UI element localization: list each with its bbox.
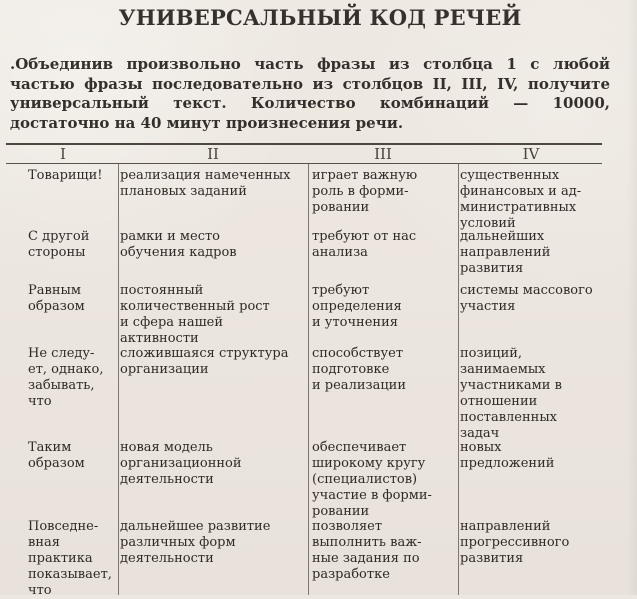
row-3-col-3: требуют определения и уточнения: [312, 283, 402, 330]
page-edge-shadow: [627, 0, 637, 595]
row-4-col-1: Не следу- ет, однако, забывать, что: [28, 346, 104, 409]
column-divider-3: [458, 164, 459, 595]
row-1-col-2: реализация намеченных плановых заданий: [120, 168, 291, 199]
row-4-col-4: позиций, занимаемых участниками в отношении поставленных задач: [460, 346, 562, 441]
document-title: УНИВЕРСАЛЬНЫЙ КОД РЕЧЕЙ: [118, 5, 522, 30]
row-1-col-4: существенных финансовых и ад- министративных условий: [460, 168, 582, 231]
column-header-iv: IV: [522, 145, 540, 163]
row-3-col-1: Равным образом: [28, 283, 85, 314]
row-3-col-2: постоянный количественный рост и сфера нашей активности: [120, 283, 270, 346]
row-4-col-3: способствует подготовке и реализации: [312, 346, 407, 393]
row-6-col-4: направлений прогрессивного развития: [460, 519, 570, 566]
row-2-col-4: дальнейших направлений развития: [460, 229, 551, 276]
column-header-i: I: [60, 145, 66, 163]
row-6-col-2: дальнейшее развитие различных форм деятельности: [120, 519, 271, 566]
column-header-ii: II: [207, 145, 219, 163]
row-6-col-3: позволяет выполнить важ- ные задания по разработке: [312, 519, 422, 582]
row-5-col-2: новая модель организационной деятельности: [120, 440, 242, 487]
row-3-col-4: системы массового участия: [460, 283, 593, 314]
row-2-col-3: требуют от нас анализа: [312, 229, 417, 260]
row-2-col-1: С другой стороны: [28, 229, 90, 260]
row-1-col-1: Товарищи!: [28, 168, 103, 183]
row-1-col-3: играет важную роль в форми- ровании: [312, 168, 418, 215]
column-divider-2: [308, 164, 309, 595]
column-header-iii: III: [374, 145, 392, 163]
row-5-col-4: новых предложений: [460, 440, 555, 471]
row-6-col-1: Повседне- вная практика показывает, что: [28, 519, 112, 598]
row-5-col-3: обеспечивает широкому кругу (специалистов) участие в форми- ровании: [312, 440, 432, 519]
intro-paragraph: .Объединив произвольно часть фразы из столбца 1 с любой частью фразы последовательно из столбцов II, III, IV, получите универсальный текст. Количество комбинаций — 10000, достаточно на 40 минут произнесения речи.: [10, 55, 610, 132]
row-2-col-2: рамки и место обучения кадров: [120, 229, 237, 260]
row-5-col-1: Таким образом: [28, 440, 85, 471]
row-4-col-2: сложившаяся структура организации: [120, 346, 289, 377]
column-divider-1: [118, 164, 119, 595]
table-header-rule: [6, 163, 602, 164]
